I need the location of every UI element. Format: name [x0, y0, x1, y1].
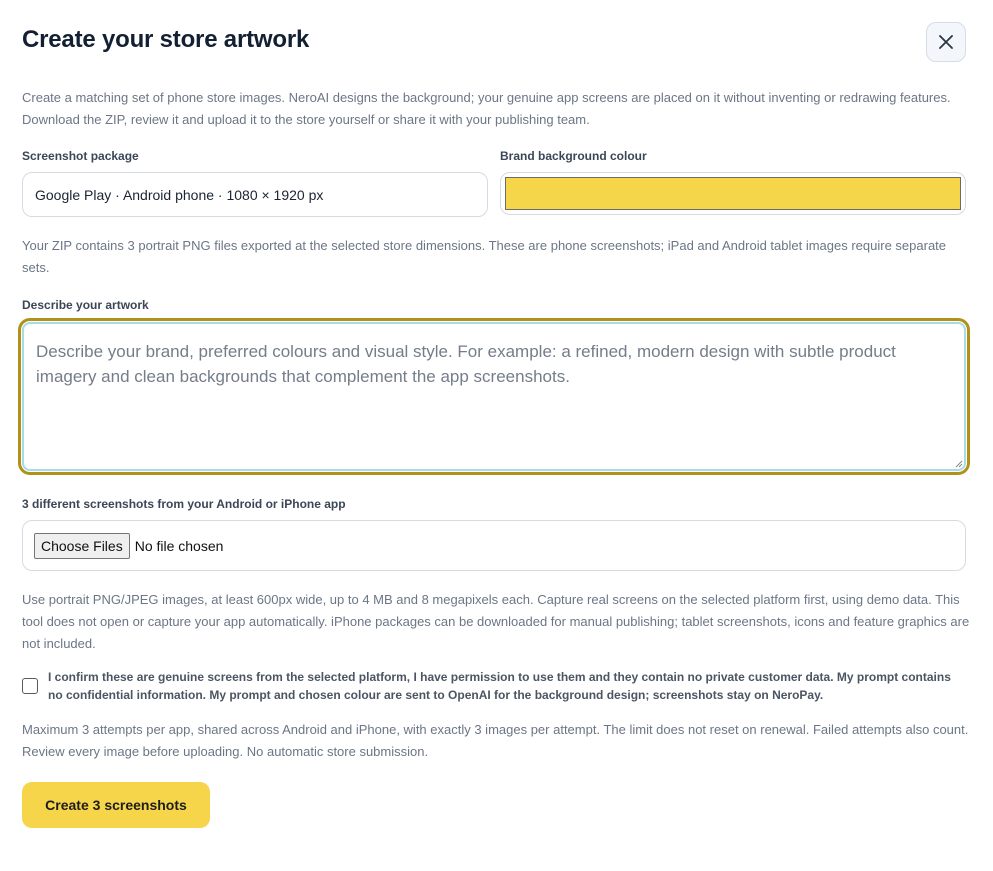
usage-note: Use portrait PNG/JPEG images, at least 600px wide, up to 4 MB and 8 megapixels each. Capture real screens on the selected platform first, using demo data. This tool does not open or capture your app automatically. iPhone packages can be downloaded for manual publishing; tablet screenshots, icons and feature graphics are not included. — [22, 592, 970, 651]
choose-files-button[interactable]: Choose Files — [34, 533, 130, 559]
create-screenshots-button[interactable]: Create 3 screenshots — [22, 782, 210, 828]
intro-text: Create a matching set of phone store images. NeroAI designs the background; your genuine app screens are placed on it without inventing or redrawing features. Download the ZIP, review it and upload it to the store yourself or share it with your publishing team. — [22, 90, 951, 127]
package-label: Screenshot package — [22, 149, 139, 163]
close-icon — [939, 35, 953, 49]
package-value: Google Play · Android phone · 1080 × 1920 px — [35, 186, 324, 203]
artwork-textarea[interactable] — [18, 318, 970, 475]
artwork-placeholder: Describe your brand, preferred colours and visual style. For example: a refined, modern design with subtle product imagery and clean backgrounds that complement the app screenshots. — [22, 322, 966, 471]
file-upload-field[interactable] — [22, 520, 966, 571]
brand-colour-picker[interactable] — [500, 172, 966, 215]
zip-note: Your ZIP contains 3 portrait PNG files exported at the selected store dimensions. These are phone screenshots; iPad and Android tablet images require separate sets. — [22, 238, 947, 275]
attempts-note: Maximum 3 attempts per app, shared across Android and iPhone, with exactly 3 images per attempt. The limit does not reset on renewal. Failed attempts also count. Review every image before uploading. No automatic store submission. — [22, 722, 969, 759]
colour-swatch — [505, 177, 961, 210]
confirm-label: I confirm these are genuine screens from the selected platform, I have permission to use them and they contain no private customer data. My prompt contains no confidential information. My prompt and chosen colour are sent to OpenAI for the background design; screenshots stay on NeroPay. — [48, 670, 951, 702]
resize-handle-icon[interactable] — [954, 459, 963, 468]
file-status: No file chosen — [134, 537, 224, 554]
close-button[interactable] — [926, 22, 966, 62]
dialog-title: Create your store artwork — [22, 26, 310, 53]
confirm-checkbox[interactable] — [22, 678, 38, 694]
package-select[interactable] — [22, 172, 488, 217]
upload-label: 3 different screenshots from your Android or iPhone app — [22, 497, 346, 511]
artwork-label: Describe your artwork — [22, 298, 149, 312]
brand-colour-label: Brand background colour — [500, 149, 647, 163]
